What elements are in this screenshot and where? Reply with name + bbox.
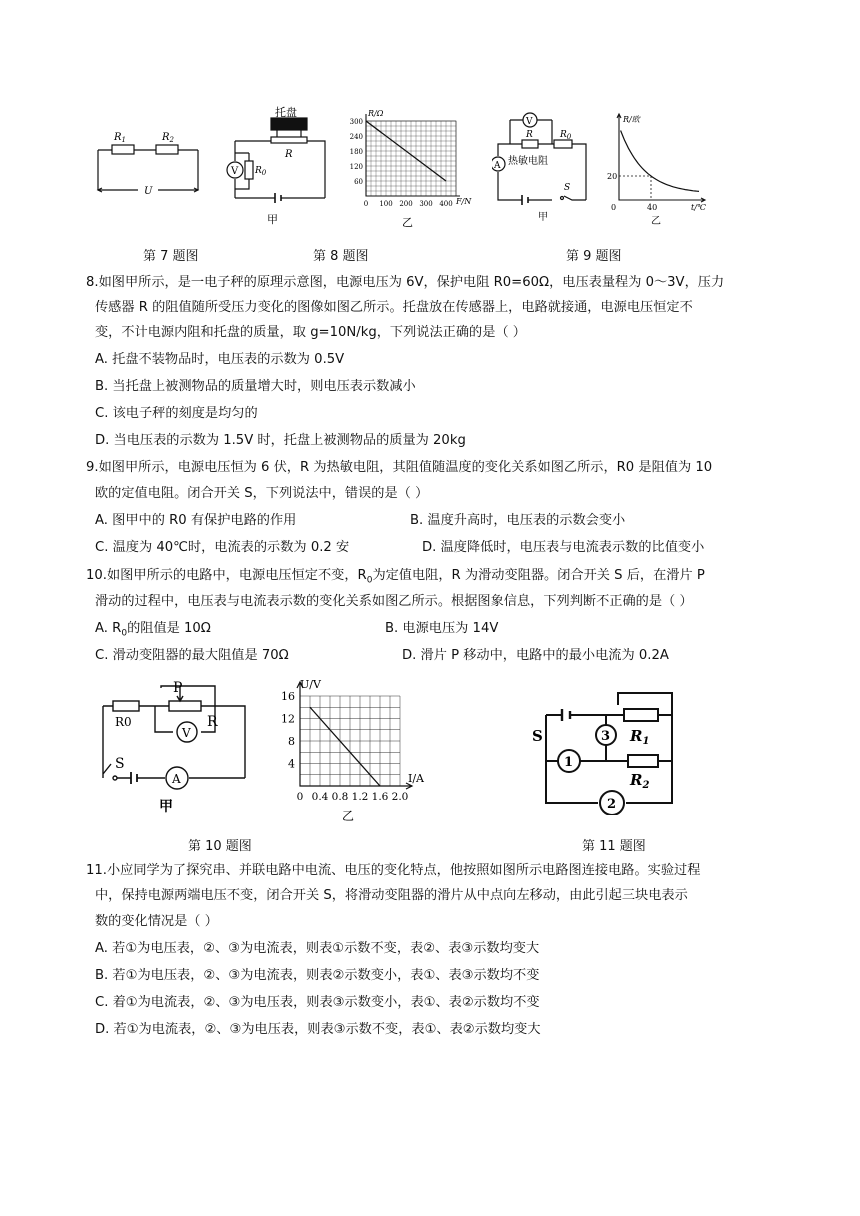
q10-option-d: D. 滑片 P 移动中，电路中的最小电流为 0.2A [402,648,669,663]
q9-ytick: 20 [607,172,618,182]
q11-stem-line-3: 数的变化情况是（ ） [95,914,218,929]
q10-ytick: 8 [288,735,295,748]
q10-voltmeter-label: V [182,726,191,740]
q10-r-label: R [207,714,218,730]
q10-option-b: B. 电源电压为 14V [385,621,499,636]
q10-option-a [95,619,211,644]
q10-xtick: 1.6 [371,791,389,803]
q8-xlabel: F/N [456,197,472,206]
q10-xtick: 0 [296,791,304,803]
q7-u-label: U [144,186,153,197]
caption-q9: 第 9 题图 [566,249,622,264]
q11-option-d: D. 若①为电流表，②、③为电压表，则表③示数不变，表①、表②示数均变大 [95,1022,541,1037]
q7-r1-label: $R_1$ [114,132,126,144]
q10-ytick: 16 [281,690,295,703]
q8-option-b: B. 当托盘上被测物品的质量增大时，则电压表示数减小 [95,379,416,394]
caption-q7: 第 7 题图 [143,249,199,264]
q8-xtick: 300 [419,200,433,208]
q11-switch-label: S [532,727,543,745]
q9-voltmeter-label: V [526,117,533,127]
q9-r-label: R [526,130,533,140]
q10-stem-part-1: 10.如图甲所示的电路中，电源电压恒定不变，R [86,568,367,583]
q9-ylabel: R/欧 [623,115,640,124]
q10-ammeter-label: A [172,772,181,786]
q10-ytick: 4 [288,757,295,771]
q9-curve [621,131,699,192]
q9-guide [619,176,651,200]
q9-xlabel: t/℃ [691,203,706,212]
q9-yi-label: 乙 [651,216,661,227]
q11-r1-label: $R_1$ [630,727,650,747]
q9-stem-line-2: 欧的定值电阻。闭合开关 S，下列说法中，错误的是（ ） [95,486,429,501]
q10-stem-sub: 0 [366,575,373,586]
q11-option-c: C. 着①为电流表，②、③为电压表，则表③示数变小，表①、表②示数均不变 [95,995,540,1010]
q8-xtick: 100 [379,200,393,208]
q8-xtick: 200 [399,200,413,208]
q8-ytick: 300 [349,118,363,126]
q7-r2-label: $R_2$ [162,132,174,144]
q10-xtick: 1.2 [351,791,369,803]
q8-ytick: 60 [354,178,363,186]
q10-xtick: 2.0 [391,791,409,803]
q11-option-b: B. 若①为电压表，②、③为电流表，则表②示数变小，表①、表③示数均不变 [95,968,540,983]
q9-jia-label: 甲 [538,212,548,223]
q8-yi-label: 乙 [402,216,413,229]
q8-xtick: 0 [363,200,369,208]
q8-stem-line-3: 变，不计电源内阻和托盘的质量，取 g=10N/kg，下列说法正确的是（ ） [95,325,526,340]
q10-option-a-sub: 0 [121,628,128,639]
q10-xtick: 0.8 [331,791,349,803]
q10-ylabel: U/V [300,678,321,691]
q11-r2-label: $R_2$ [630,771,650,791]
caption-q11: 第 11 题图 [582,839,646,854]
q10-switch-label: S [115,756,125,772]
caption-q8: 第 8 题图 [313,249,369,264]
q8-option-a: A. 托盘不装物品时，电压表的示数为 0.5V [95,352,345,367]
q8-ytick: 120 [349,163,363,171]
q11-meter-3-label: 3 [601,729,611,744]
q10-option-a-part-1: A. R [95,621,122,636]
q8-stem-line-2: 传感器 R 的阻值随所受压力变化的图像如图乙所示。托盘放在传感器上，电路就接通，电源电压恒定不 [95,300,693,315]
q10-line [310,707,380,786]
q10-jia-label: 甲 [159,799,173,815]
q11-stem-line-2: 中，保持电源两端电压不变，闭合开关 S，将滑动变阻器的滑片从中点向左移动，由此引起三块电表示 [95,888,688,903]
q11-option-a: A. 若①为电压表，②、③为电流表，则表①示数不变，表②、表③示数均变大 [95,941,540,956]
q8-option-c: C. 该电子秤的刻度是均匀的 [95,406,258,421]
q8-ytick: 240 [349,133,363,141]
caption-q10: 第 10 题图 [188,839,252,854]
q9-r0-label: $R_0$ [560,130,572,141]
q8-r0-label: $R_0$ [255,166,267,177]
q10-stem-line-2: 滑动的过程中，电压表与电流表示数的变化关系如图乙所示。根据图象信息，下列判断不正确的是（ ） [95,594,693,609]
figure-q10-circuit [95,678,255,818]
q11-stem-line-1: 11.小应同学为了探究串、并联电路中电流、电压的变化特点，他按照如图所示电路图连接电路。实验过程 [86,863,701,878]
q10-stem-part-2: 为定值电阻，R 为滑动变阻器。闭合开关 S 后，在滑片 P [372,568,705,583]
q11-meter-2-label: 2 [607,797,617,812]
q10-xlabel: I/A [408,772,424,785]
q9-thermistor-label: 热敏电阻 [508,156,548,167]
q8-r-label: R [285,149,293,160]
q8-stem-line-1: 8.如图甲所示，是一电子秤的原理示意图，电源电压为 6V，保护电阻 R0=60Ω，电压表量程为 0～3V，压力 [86,275,725,290]
q8-voltmeter-label: V [231,166,239,177]
q8-ytick: 180 [349,148,363,156]
figure-q7-circuit [92,122,204,202]
q11-meter-1-label: 1 [564,755,574,770]
q10-p-label: P [173,680,183,696]
q10-xtick: 0.4 [311,791,329,803]
q9-option-d: D. 温度降低时，电压表与电流表示数的比值变小 [422,540,705,555]
figure-q9-chart [603,110,709,228]
q10-option-a-part-2: 的阻值是 10Ω [127,621,211,636]
q9-option-a: A. 图甲中的 R0 有保护电路的作用 [95,513,297,528]
figure-q10-chart [270,676,440,826]
q9-xtick: 40 [647,203,658,212]
q9-option-c: C. 温度为 40℃时，电流表的示数为 0.2 安 [95,540,350,555]
q9-stem-line-1: 9.如图甲所示，电源电压恒为 6 伏，R 为热敏电阻，其阻值随温度的变化关系如图乙所示，R0 是阻值为 10 [86,460,713,475]
q9-switch-label: S [564,183,571,193]
figure-q8-chart [340,106,472,232]
q10-r0-label: R0 [115,715,132,729]
q8-option-d: D. 当电压表的示数为 1.5V 时，托盘上被测物品的质量为 20kg [95,433,466,448]
q10-option-c: C. 滑动变阻器的最大阻值是 70Ω [95,648,289,663]
q10-yi-label: 乙 [342,809,355,823]
q9-ammeter-label: A [494,161,501,171]
q9-option-b: B. 温度升高时，电压表的示数会变小 [410,513,626,528]
q10-stem-line-1 [86,566,705,591]
q8-tray-label: 托盘 [275,106,297,119]
figure-q11-circuit [530,685,690,815]
figure-q9-circuit [492,108,596,232]
q9-origin: 0 [611,203,617,212]
q8-xtick: 400 [439,200,453,208]
figure-q8-circuit [215,103,335,231]
q10-ytick: 12 [281,712,295,726]
q8-ylabel: R/Ω [368,109,384,118]
q8-jia-label: 甲 [267,213,278,226]
